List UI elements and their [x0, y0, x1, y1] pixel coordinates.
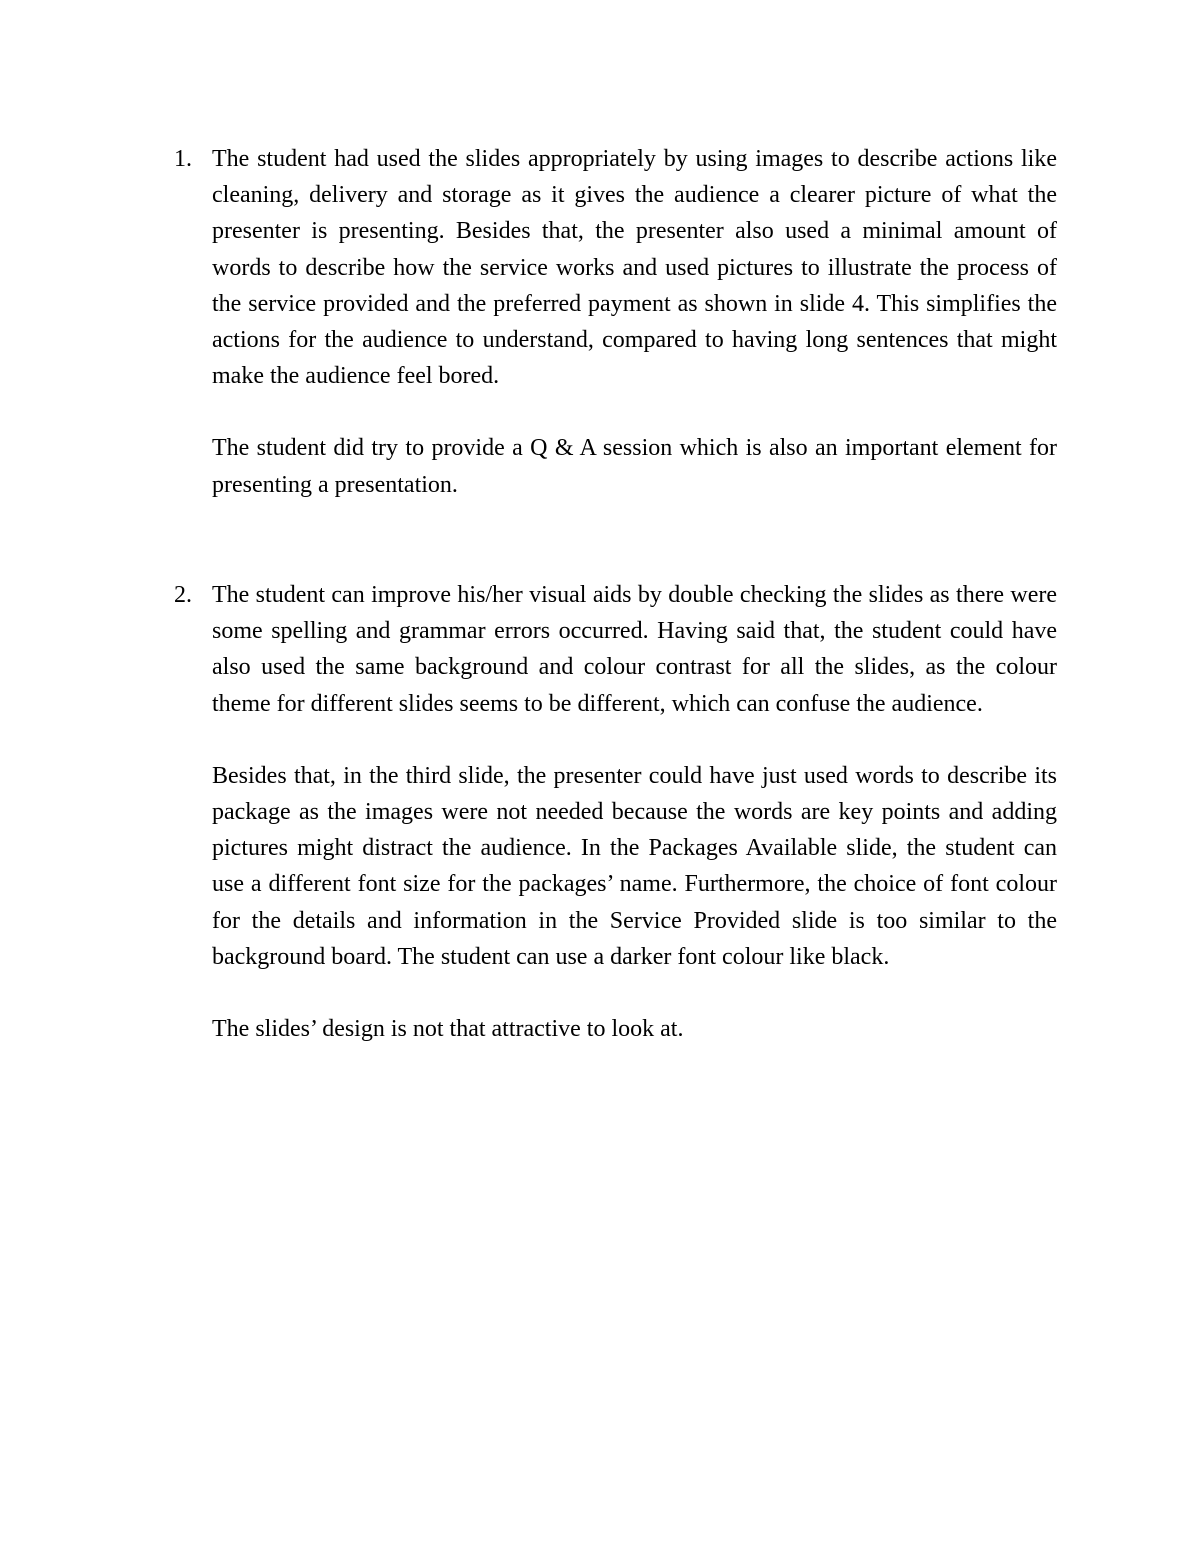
paragraph: The student can improve his/her visual aids by double checking the slides as there were some spelling and grammar errors occurred. Having said that, the student could have also used the same background and colour contrast for all the slides, as the colour theme for different slides seems to be different, which can confuse the audience.	[212, 582, 1057, 717]
paragraph: The slides’ design is not that attractive to look at.	[212, 1016, 684, 1043]
list-marker: 1.	[174, 146, 192, 172]
list-marker: 2.	[174, 582, 192, 608]
paragraph: The student did try to provide a Q & A session which is also an important element for presenting a presentation.	[212, 435, 1057, 498]
list-item-2	[174, 577, 1057, 1047]
paragraph: The student had used the slides appropriately by using images to describe actions like cleaning, delivery and storage as it gives the audience a clearer picture of what the presenter is presenting. Besides that, the presenter also used a minimal amount of words to describe how the service works and used pictures to illustrate the process of the service provided and the preferred payment as shown in slide 4. This simplifies the actions for the audience to understand, compared to having long sentences that might make the audience feel bored.	[212, 146, 1057, 390]
list-item-1	[174, 141, 1057, 503]
paragraph: Besides that, in the third slide, the presenter could have just used words to describe its package as the images were not needed because the words are key points and adding pictures might distract the audience. In the Packages Available slide, the student can use a different font size for the packages’ name. Furthermore, the choice of font colour for the details and information in the Service Provided slide is too similar to the background board. The student can use a darker font colour like black.	[212, 762, 1057, 970]
